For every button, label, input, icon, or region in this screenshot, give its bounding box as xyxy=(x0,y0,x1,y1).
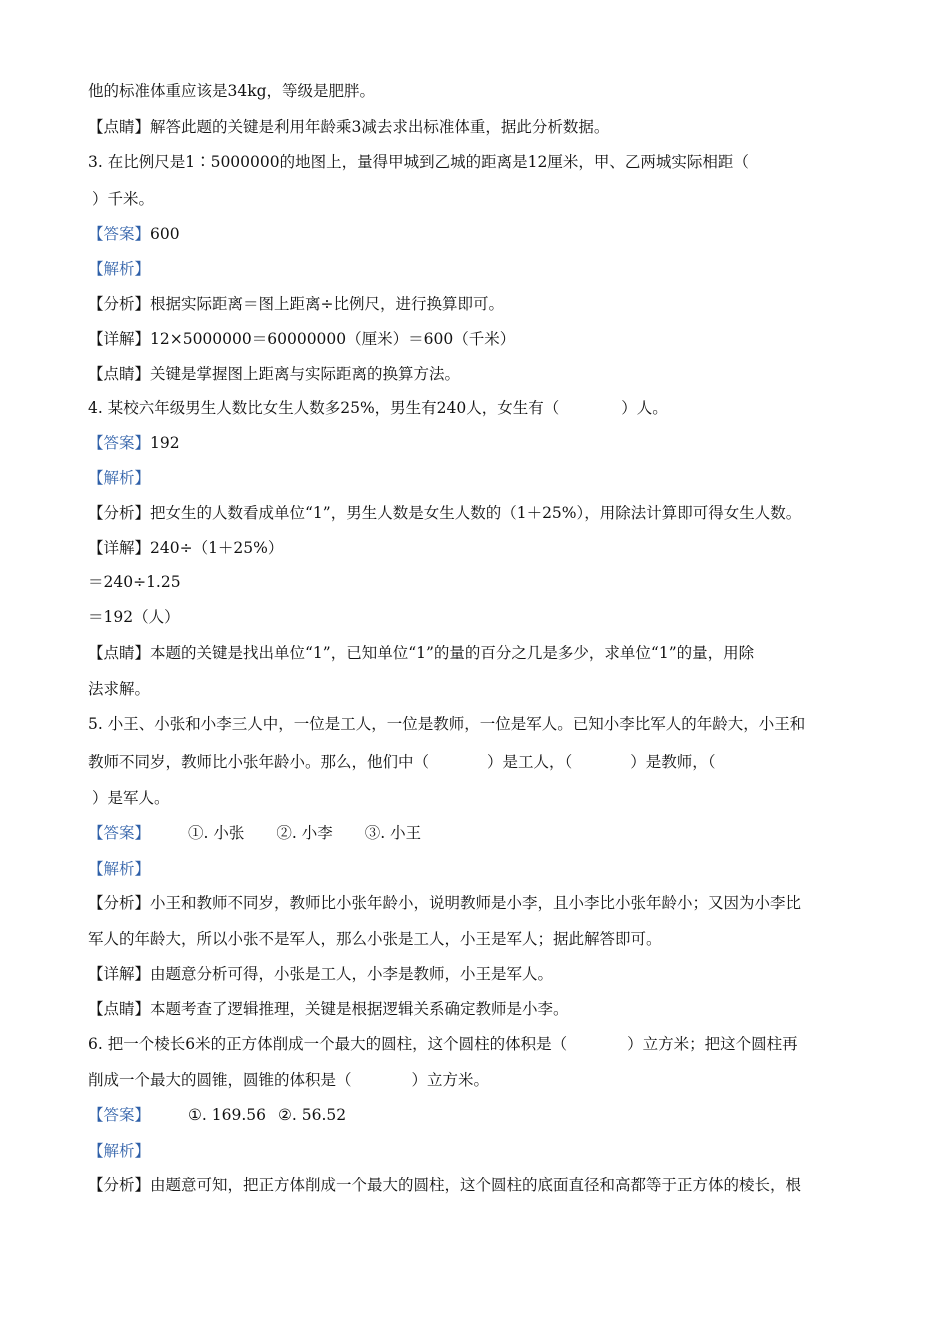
question-3-cont: ）千米。 xyxy=(92,190,155,208)
question-6-text: 削成一个最大的圆锥，圆锥的体积是（ xyxy=(88,1071,352,1089)
tip-line: 【点睛】解答此题的关键是利用年龄乘3减去求出标准体重，据此分析数据。 xyxy=(88,118,610,136)
question-6 xyxy=(88,1033,798,1055)
tip-line: 【点睛】本题的关键是找出单位“1”，已知单位“1”的量的百分之几是多少，求单位“1”的量，用除 xyxy=(88,644,755,662)
question-6-text: 6. 把一个棱长6米的正方体削成一个最大的圆柱，这个圆柱的体积是（ xyxy=(88,1035,568,1053)
question-4-text-end: ）人。 xyxy=(621,399,668,417)
analysis-label: 【解析】 xyxy=(88,469,151,487)
answer-4 xyxy=(88,432,180,454)
text-line: 他的标准体重应该是34kg，等级是肥胖。 xyxy=(88,82,376,100)
answer-value: ②. 小李 xyxy=(276,824,333,842)
tip-line-cont: 法求解。 xyxy=(88,680,151,698)
answer-value: ②. 56.52 xyxy=(278,1106,347,1124)
detail-line: 【详解】由题意分析可得，小张是工人，小李是教师，小王是军人。 xyxy=(88,965,554,983)
question-6-text: ）立方米。 xyxy=(411,1071,490,1089)
question-5-text: 教师不同岁，教师比小张年龄小。那么，他们中（ xyxy=(88,753,430,771)
analysis-line: 【分析】把女生的人数看成单位“1”，男生人数是女生人数的（1＋25%），用除法计算即可得女生人数。 xyxy=(88,504,802,522)
question-6-cont xyxy=(88,1069,489,1091)
question-3: 3. 在比例尺是1∶5000000的地图上，量得甲城到乙城的距离是12厘米，甲、乙两城实际相距（ xyxy=(88,153,749,171)
tip-line: 【点睛】关键是掌握图上距离与实际距离的换算方法。 xyxy=(88,365,461,383)
answer-5 xyxy=(88,822,421,844)
detail-line: ＝240÷1.25 xyxy=(88,573,181,591)
analysis-label: 【解析】 xyxy=(88,1142,151,1160)
question-5-text: ）是工人，（ xyxy=(487,753,573,771)
answer-value: ③. 小王 xyxy=(364,824,422,842)
answer-value: ①. 169.56 xyxy=(188,1106,266,1124)
question-5-cont: ）是军人。 xyxy=(92,789,170,807)
question-4 xyxy=(88,397,668,419)
detail-line: 【详解】240÷（1＋25%） xyxy=(88,539,284,557)
answer-value: 600 xyxy=(150,225,180,243)
tip-line: 【点睛】本题考查了逻辑推理，关键是根据逻辑关系确定教师是小李。 xyxy=(88,1000,569,1018)
answer-6 xyxy=(88,1104,346,1126)
question-5-cont xyxy=(88,751,716,773)
question-5-text: ）是教师，（ xyxy=(630,753,716,771)
answer-label: 【答案】 xyxy=(88,824,151,842)
analysis-line: 【分析】小王和教师不同岁，教师比小张年龄小，说明教师是小李，且小李比小张年龄小；又因为小李比 xyxy=(88,894,802,912)
analysis-label: 【解析】 xyxy=(88,860,151,878)
question-5: 5. 小王、小张和小李三人中，一位是工人，一位是教师，一位是军人。已知小李比军人的年龄大，小王和 xyxy=(88,715,806,733)
analysis-line-cont: 军人的年龄大，所以小张不是军人，那么小张是工人，小王是军人；据此解答即可。 xyxy=(88,930,662,948)
answer-value: ①. 小张 xyxy=(188,824,245,842)
question-6-text: ）立方米；把这个圆柱再 xyxy=(627,1035,798,1053)
detail-line: 【详解】12×5000000＝60000000（厘米）＝600（千米） xyxy=(88,330,516,348)
analysis-label: 【解析】 xyxy=(88,260,151,278)
detail-line: ＝192（人） xyxy=(88,608,180,626)
analysis-line: 【分析】根据实际距离＝图上距离÷比例尺，进行换算即可。 xyxy=(88,295,504,313)
answer-3 xyxy=(88,223,180,245)
answer-label: 【答案】 xyxy=(88,1106,151,1124)
answer-label: 【答案】 xyxy=(88,225,151,243)
answer-label: 【答案】 xyxy=(88,434,151,452)
question-4-text: 4. 某校六年级男生人数比女生人数多25%，男生有240人，女生有（ xyxy=(88,399,560,417)
analysis-line: 【分析】由题意可知，把正方体削成一个最大的圆柱，这个圆柱的底面直径和高都等于正方体的棱长，根 xyxy=(88,1176,802,1194)
answer-value: 192 xyxy=(150,434,180,452)
